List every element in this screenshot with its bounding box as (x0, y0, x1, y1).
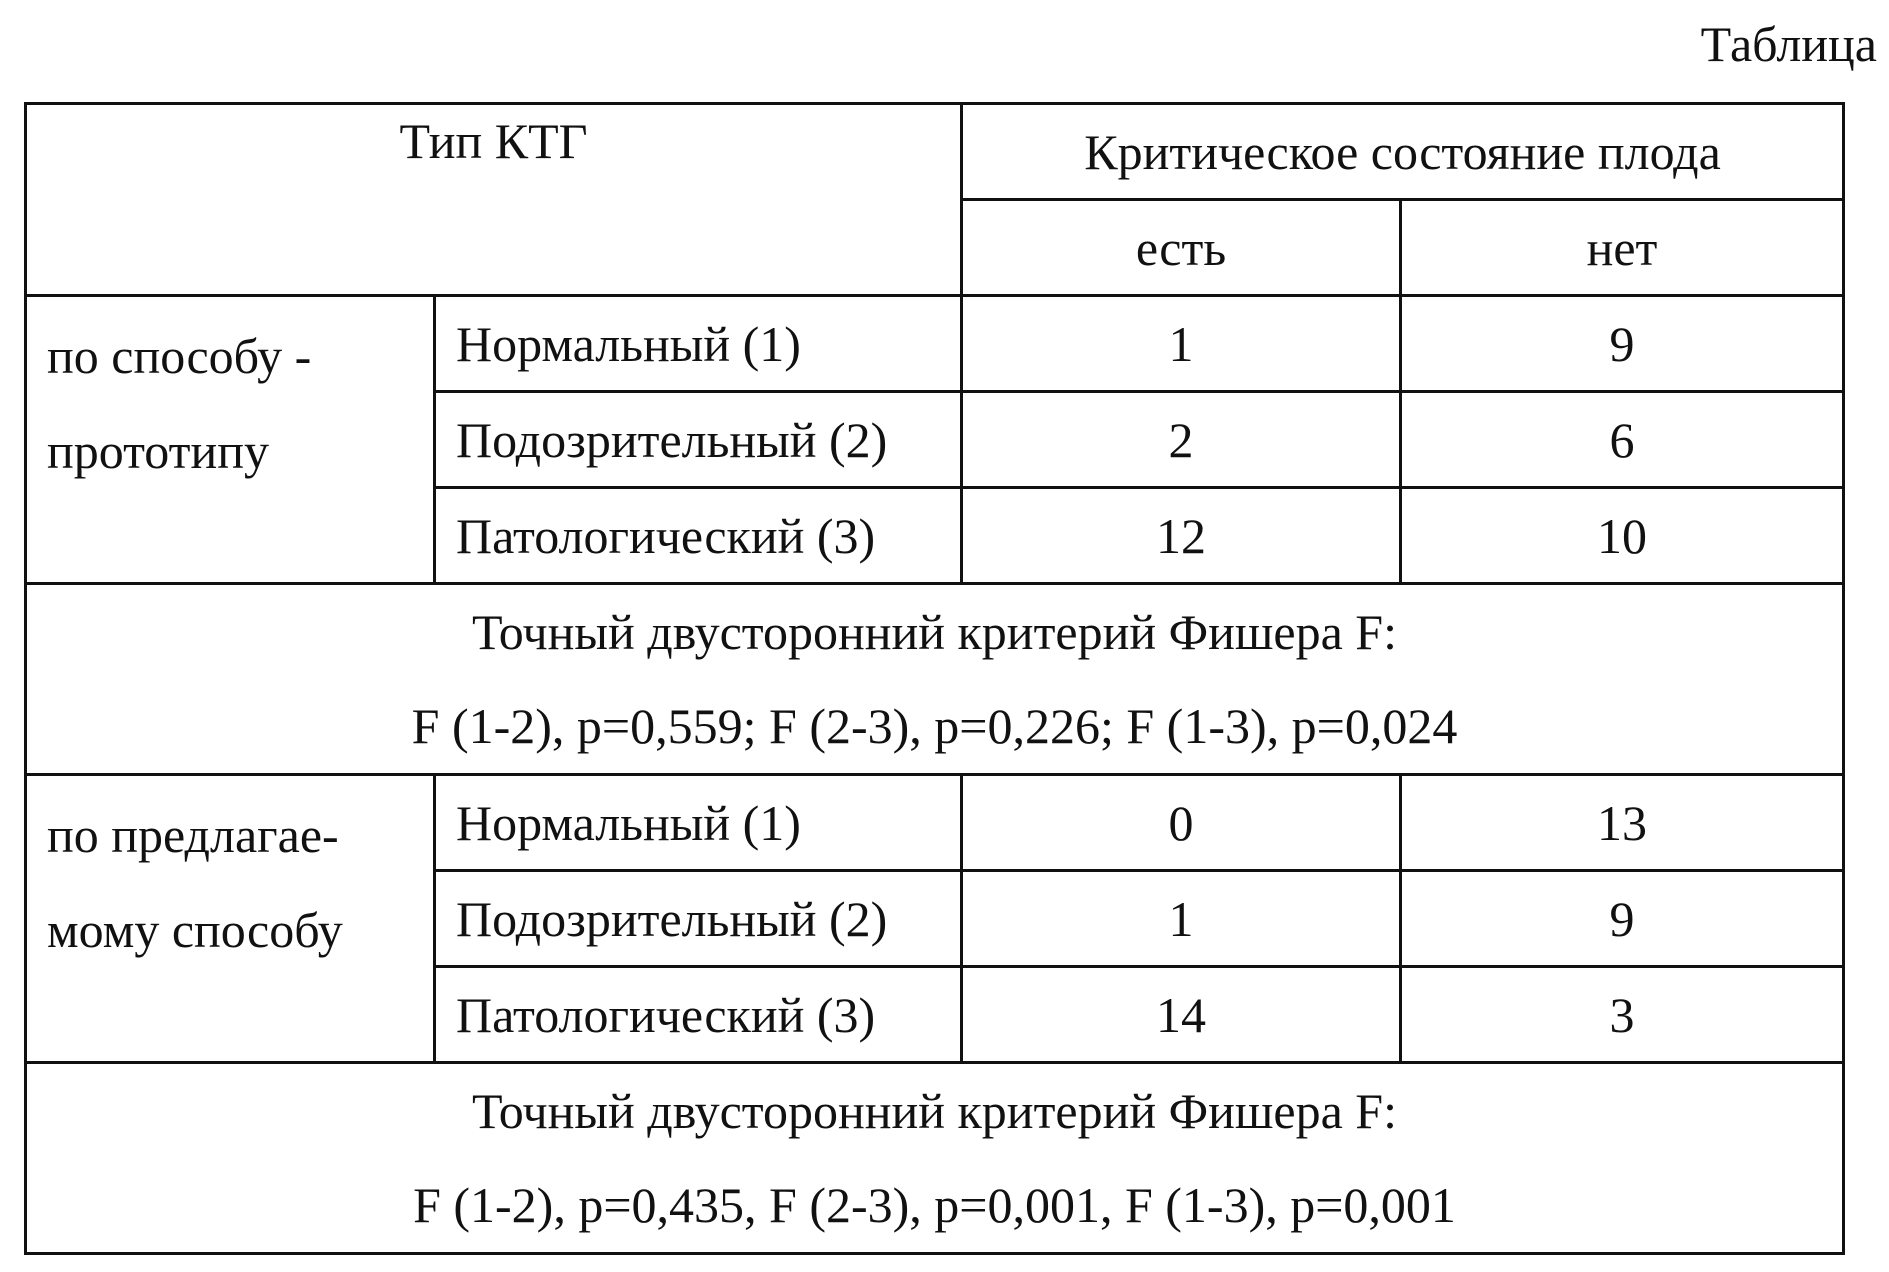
ctg-type-cell: Нормальный (1) (435, 775, 962, 871)
fisher-test-values: F (1-2), p=0,435, F (2-3), p=0,001, F (1-3), p=0,001 (413, 1177, 1456, 1233)
table-row (26, 296, 1844, 392)
stat-row (26, 1063, 1844, 1254)
table-caption: Таблица (1700, 16, 1877, 72)
no-value-cell: 6 (1401, 392, 1844, 488)
ctg-type-cell: Подозрительный (2) (435, 871, 962, 967)
no-value-cell: 9 (1401, 871, 1844, 967)
yes-value-cell: 0 (962, 775, 1401, 871)
no-value-cell: 13 (1401, 775, 1844, 871)
fisher-test-title: Точный двусторонний критерий Фишера F: (472, 604, 1397, 660)
header-type-label: Тип КТГ (399, 113, 588, 169)
header-type-cell (26, 104, 962, 296)
header-row-1 (26, 104, 1844, 200)
group-label-line: мому способу (47, 902, 343, 958)
ctg-type-cell: Патологический (3) (435, 488, 962, 584)
no-value-cell: 9 (1401, 296, 1844, 392)
fisher-test-title: Точный двусторонний критерий Фишера F: (472, 1083, 1397, 1139)
group-label-line: по способу - (47, 328, 312, 384)
no-value-cell: 10 (1401, 488, 1844, 584)
fisher-test-cell (26, 1063, 1844, 1254)
ctg-type-cell: Подозрительный (2) (435, 392, 962, 488)
group-label-line: прототипу (47, 423, 269, 479)
yes-value-cell: 1 (962, 296, 1401, 392)
header-critical-label: Критическое состояние плода (1084, 123, 1721, 180)
ctg-type-cell: Патологический (3) (435, 967, 962, 1063)
yes-value-cell: 14 (962, 967, 1401, 1063)
header-critical-cell (962, 104, 1844, 200)
yes-value-cell: 12 (962, 488, 1401, 584)
stat-row (26, 584, 1844, 775)
header-no-cell (1401, 200, 1844, 296)
header-no-label: нет (1586, 219, 1658, 276)
fisher-test-values: F (1-2), p=0,559; F (2-3), p=0,226; F (1-3), p=0,024 (411, 698, 1458, 754)
ctg-results-table (24, 102, 1845, 1255)
header-yes-label: есть (1135, 219, 1227, 276)
yes-value-cell: 2 (962, 392, 1401, 488)
group-label-line: по предлагае- (47, 807, 339, 863)
table-row (26, 775, 1844, 871)
group-label-cell (26, 775, 435, 1063)
ctg-type-cell: Нормальный (1) (435, 296, 962, 392)
fisher-test-cell (26, 584, 1844, 775)
header-yes-cell (962, 200, 1401, 296)
no-value-cell: 3 (1401, 967, 1844, 1063)
group-label-cell (26, 296, 435, 584)
yes-value-cell: 1 (962, 871, 1401, 967)
